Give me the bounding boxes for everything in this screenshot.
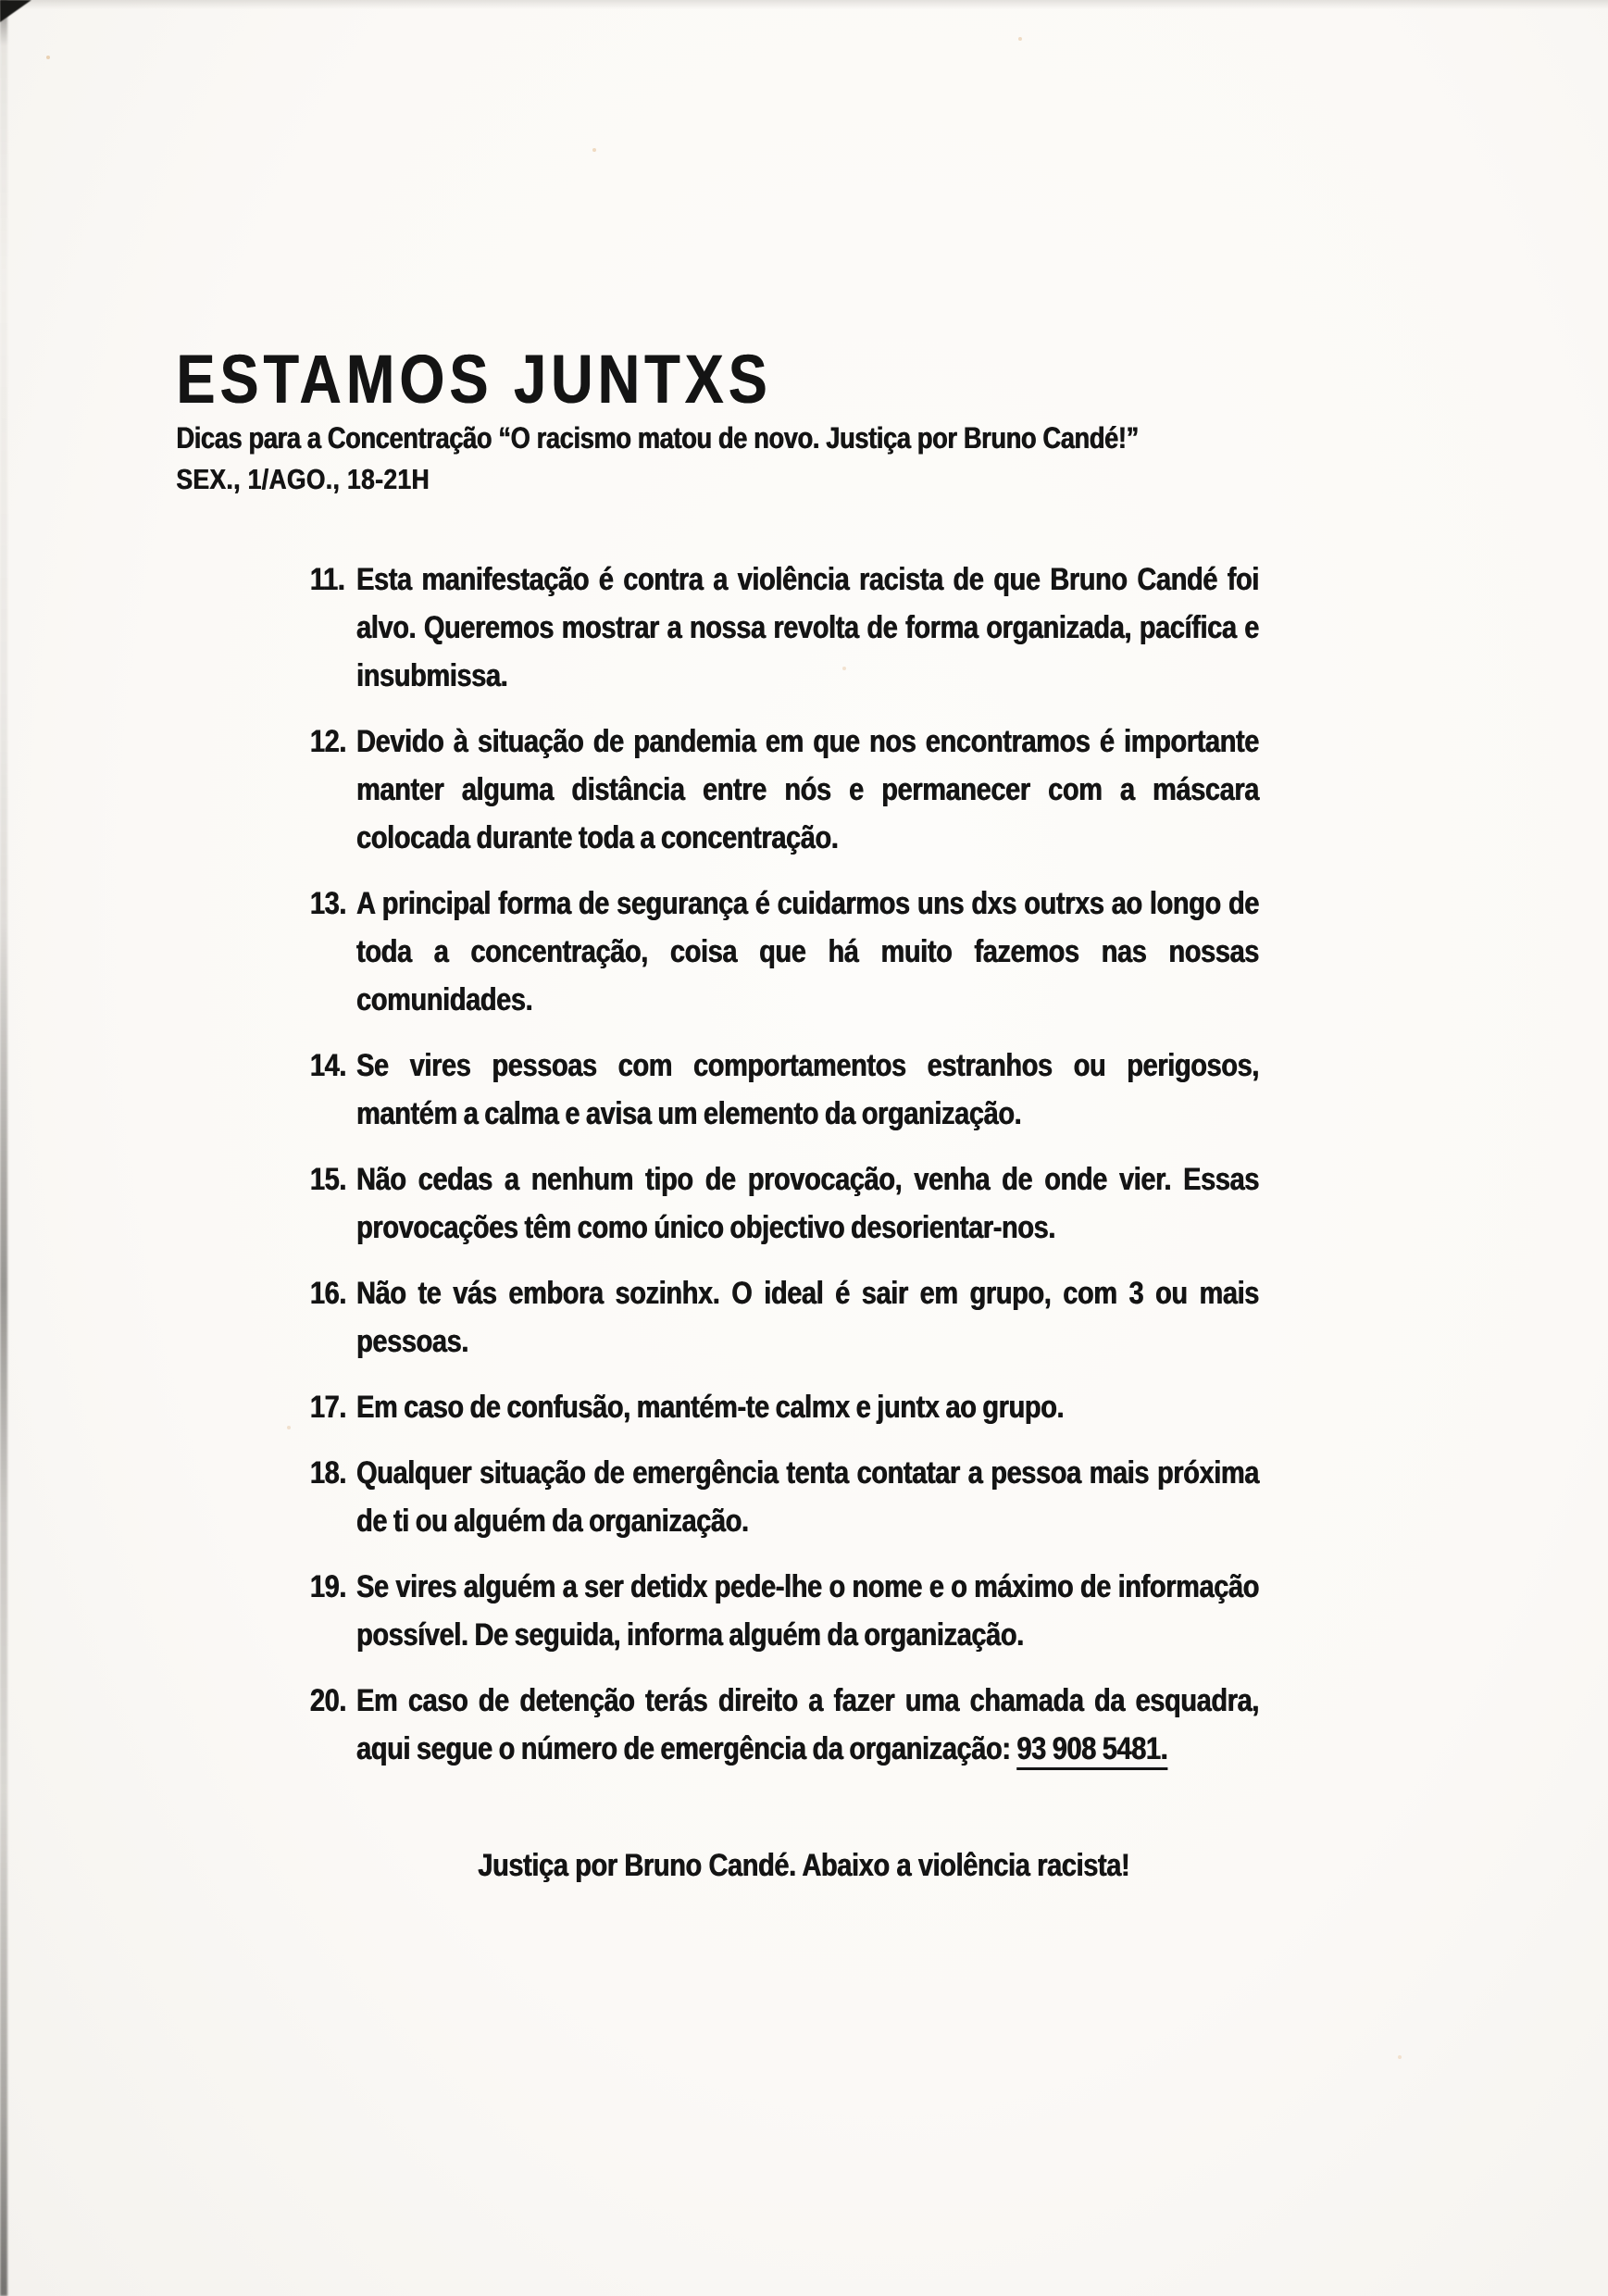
tip-text-content: Em caso de detenção terás direito a fazer uma chamada da esquadra, aqui segue o número de emergência da organização: (356, 1683, 1259, 1766)
tip-number: 16. (309, 1276, 347, 1311)
page-title: ESTAMOS JUNTXS (176, 341, 772, 418)
tip-item (310, 1383, 1259, 1431)
tip-text (356, 880, 1259, 1024)
tip-number: 20. (309, 1683, 347, 1718)
tip-text-content: Se vires alguém a ser detidx pede-lhe o nome e o máximo de informação possível. De seguida, informa alguém da organização. (356, 1569, 1259, 1653)
tip-item (310, 1042, 1259, 1138)
tip-text (356, 1677, 1259, 1773)
tip-number: 17. (309, 1390, 347, 1425)
emergency-phone-number: 93 908 5481. (1016, 1731, 1167, 1770)
tip-number: 12. (309, 724, 347, 759)
tip-number: 14. (309, 1048, 347, 1083)
page-subtitle: Dicas para a Concentração “O racismo matou de novo. Justiça por Bruno Candé!” (176, 421, 1139, 455)
tip-text-content: A principal forma de segurança é cuidarmos uns dxs outrxs ao longo de toda a concentração, coisa que há muito fazemos nas nossas comunidades. (356, 886, 1259, 1017)
tip-item (310, 1155, 1259, 1252)
tip-text-content: Não te vás embora sozinhx. O ideal é sair em grupo, com 3 ou mais pessoas. (356, 1276, 1259, 1359)
tip-item (310, 1269, 1259, 1366)
tip-item (310, 718, 1259, 862)
tip-text-content: Qualquer situação de emergência tenta contatar a pessoa mais próxima de ti ou alguém da organização. (356, 1455, 1259, 1539)
tip-item (310, 555, 1259, 700)
tip-text (356, 555, 1259, 700)
tip-item (310, 1677, 1259, 1773)
tip-text (356, 1042, 1259, 1138)
tip-text-content: Devido à situação de pandemia em que nos encontramos é importante manter alguma distância entre nós e permanecer com a máscara colocada durante toda a concentração. (356, 724, 1259, 855)
tip-text-content: Em caso de confusão, mantém-te calmx e juntx ao grupo. (356, 1390, 1065, 1425)
tip-number: 18. (309, 1455, 347, 1491)
closing-slogan: Justiça por Bruno Candé. Abaixo a violência racista! (478, 1848, 1130, 1883)
tip-number: 15. (309, 1162, 347, 1197)
tip-text (356, 1269, 1259, 1366)
tip-text (356, 718, 1259, 862)
tips-list (310, 555, 1259, 1773)
tip-item (310, 1563, 1259, 1659)
tip-text (356, 1155, 1259, 1252)
tip-text-content: Não cedas a nenhum tipo de provocação, venha de onde vier. Essas provocações têm como único objectivo desorientar-nos. (356, 1162, 1259, 1245)
event-schedule: SEX., 1/AGO., 18-21H (176, 463, 430, 495)
tip-item (310, 880, 1259, 1024)
tip-text-content: Esta manifestação é contra a violência racista de que Bruno Candé foi alvo. Queremos mostrar a nossa revolta de forma organizada, pacífica e insubmissa. (356, 562, 1259, 693)
tip-text (356, 1383, 1259, 1431)
tip-item (310, 1449, 1259, 1545)
tip-number: 19. (309, 1569, 347, 1604)
tip-number: 13. (309, 886, 347, 921)
tip-number: 11. (309, 562, 345, 597)
tip-text (356, 1449, 1259, 1545)
tip-text-content: Se vires pessoas com comportamentos estranhos ou perigosos, mantém a calma e avisa um elemento da organização. (356, 1048, 1259, 1131)
tip-text (356, 1563, 1259, 1659)
